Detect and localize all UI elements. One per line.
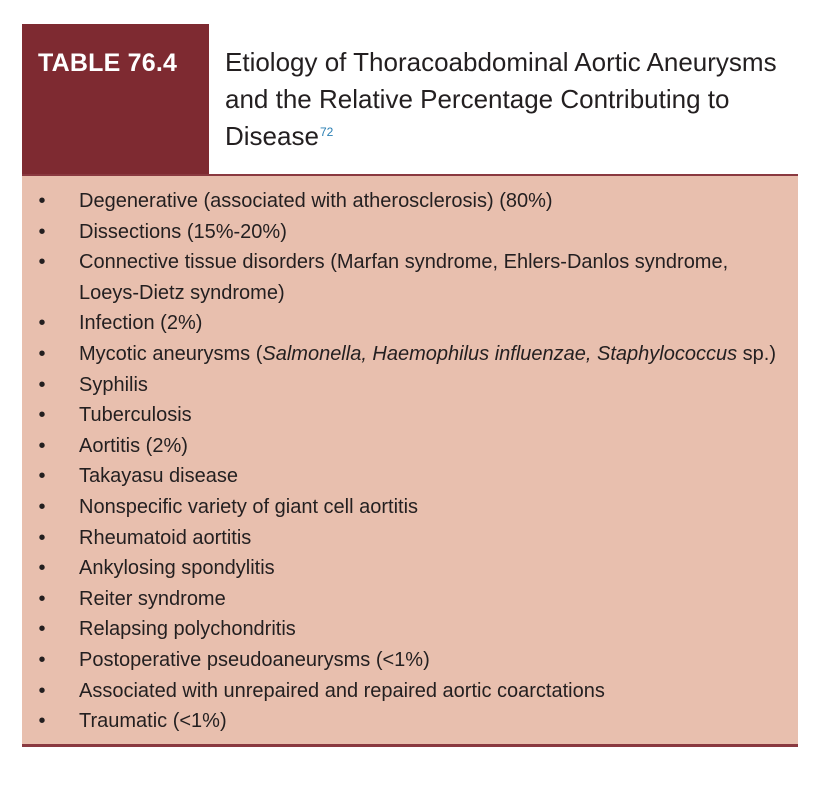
list-item — [22, 706, 798, 737]
list-item-text: Connective tissue disorders (Marfan syndrome, Ehlers-Danlos syndrome, Loeys-Dietz syndrome) — [79, 251, 729, 304]
list-item — [22, 645, 798, 676]
list-item-text: Associated with unrepaired and repaired aortic coarctations — [79, 679, 605, 702]
bullet-icon: • — [38, 557, 46, 580]
bullet-icon: • — [38, 465, 46, 488]
bullet-icon: • — [38, 434, 46, 457]
bullet-icon: • — [38, 220, 46, 243]
list-item — [22, 370, 798, 401]
list-item — [22, 247, 798, 308]
list-item — [22, 614, 798, 645]
list-item — [22, 339, 798, 370]
bullet-icon: • — [38, 587, 46, 610]
bullet-icon: • — [38, 373, 46, 396]
list-item-text: Nonspecific variety of giant cell aortitis — [79, 495, 419, 518]
organism-name-staphylococcus: Staphylococcus — [597, 342, 738, 365]
list-item — [22, 186, 798, 217]
bullet-icon: • — [38, 618, 46, 641]
organism-names: Salmonella, Haemophilus influenzae, — [262, 342, 592, 365]
list-item — [22, 217, 798, 248]
bullet-icon: • — [38, 526, 46, 549]
etiology-list — [22, 186, 798, 737]
list-item-text-prefix: Mycotic aneurysms ( — [79, 342, 263, 365]
reference-superscript[interactable]: 72 — [319, 125, 334, 139]
table-title-text: Etiology of Thoracoabdominal Aortic Aneurysms and the Relative Percentage Contributing to Disease — [225, 47, 777, 151]
bullet-icon: • — [38, 404, 46, 427]
bullet-icon: • — [38, 342, 46, 365]
list-item — [22, 431, 798, 462]
list-item-text: Tuberculosis — [79, 404, 192, 427]
table-header — [22, 24, 798, 174]
list-item — [22, 553, 798, 584]
list-item — [22, 584, 798, 615]
bullet-icon: • — [38, 190, 46, 212]
list-item-text: Infection (2%) — [79, 312, 203, 335]
table-label: TABLE 76.4 — [38, 49, 178, 77]
list-item — [22, 308, 798, 339]
list-item-text: Syphilis — [79, 373, 148, 396]
bullet-icon: • — [38, 495, 46, 518]
table-76-4 — [22, 24, 798, 747]
table-title — [225, 44, 795, 155]
bullet-icon: • — [38, 312, 46, 335]
list-item — [22, 400, 798, 431]
list-item — [22, 492, 798, 523]
list-item — [22, 523, 798, 554]
list-item-text: Traumatic (<1%) — [79, 710, 227, 733]
list-item-text-suffix: sp.) — [737, 342, 777, 365]
list-item — [22, 461, 798, 492]
bottom-rule — [22, 744, 798, 747]
bullet-icon: • — [38, 648, 46, 671]
list-item — [22, 676, 798, 707]
table-body — [22, 176, 798, 744]
list-item-text: Aortitis (2%) — [79, 434, 188, 457]
list-item-text: Relapsing polychondritis — [79, 618, 296, 641]
list-item-text: Takayasu disease — [79, 465, 238, 488]
bullet-icon: • — [38, 710, 46, 733]
list-item-text: Ankylosing spondylitis — [79, 557, 275, 580]
list-item-text: Rheumatoid aortitis — [79, 526, 252, 549]
list-item-text: Dissections (15%-20%) — [79, 220, 287, 243]
list-item-text: Degenerative (associated with atherosclerosis) (80%) — [79, 190, 553, 212]
list-item-text: Reiter syndrome — [79, 587, 226, 610]
list-item-text: Postoperative pseudoaneurysms (<1%) — [79, 648, 430, 671]
bullet-icon: • — [38, 679, 46, 702]
bullet-icon: • — [38, 251, 46, 274]
table-label-block — [22, 24, 209, 174]
